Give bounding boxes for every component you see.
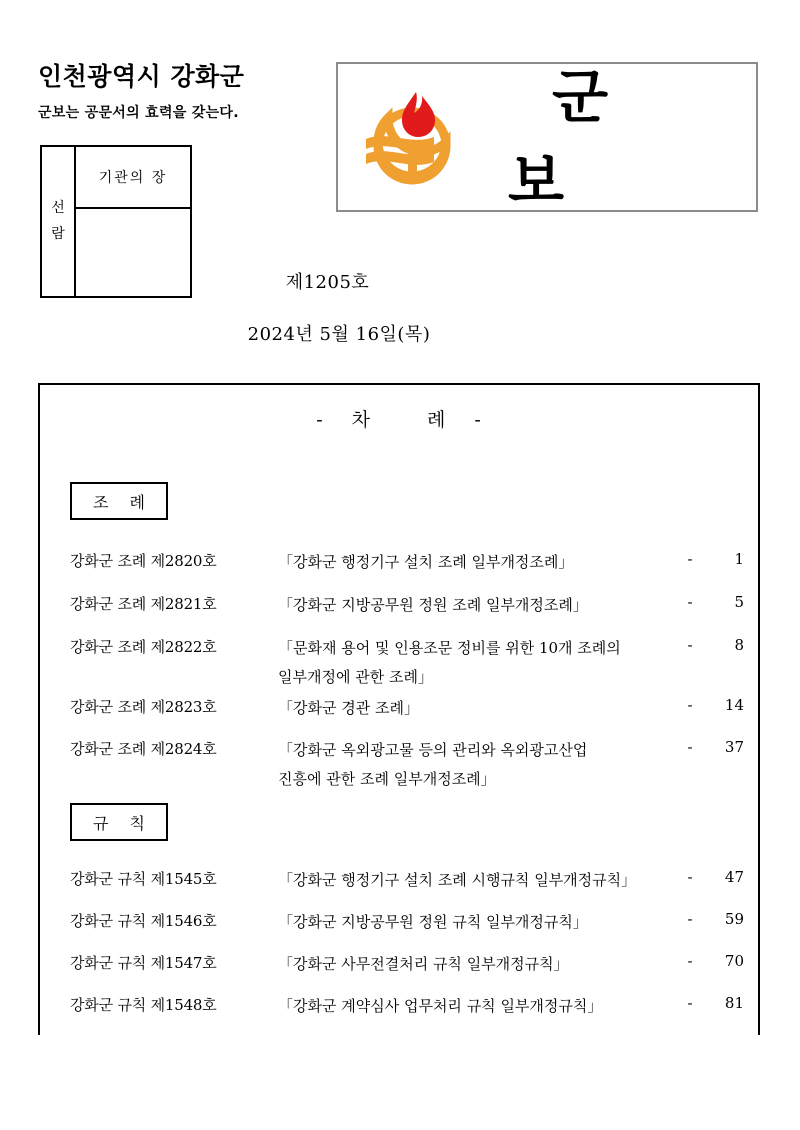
entry-number: 강화군 규칙 제1547호 [70,954,217,972]
entry-title [278,866,670,895]
gazette-banner [336,62,758,215]
entry-number: 강화군 규칙 제1545호 [70,870,217,888]
toc-heading-dash-right: - [474,409,482,431]
entry-title [278,908,670,937]
toc-heading-char-1: 차 [351,409,371,431]
entry-number: 강화군 조례 제2821호 [70,595,217,613]
entry-dash: - [687,738,693,756]
approval-label-char-2: 람 [51,225,65,242]
entry-number: 강화군 조례 제2822호 [70,638,217,656]
entry-title-line1: 「강화군 계약심사 업무처리 규칙 일부개정규칙」 [278,997,603,1015]
entry-title-line1: 「강화군 사무전결처리 규칙 일부개정규칙」 [278,955,569,973]
entry-dash: - [687,696,693,714]
toc-entry-rule-2[interactable] [70,910,744,937]
entry-page-number: 81 [724,994,744,1012]
issue-number: 제1205호 [285,272,370,293]
entry-number: 강화군 규칙 제1546호 [70,912,217,930]
toc-entry-rule-4[interactable] [70,994,744,1021]
toc-entry-ordinance-1[interactable] [70,550,744,577]
entry-dash: - [687,593,693,611]
toc-entry-ordinance-5[interactable] [70,738,744,795]
entry-title [278,694,670,723]
toc-entry-ordinance-3[interactable] [70,636,744,693]
entry-title [278,736,670,795]
toc-entry-ordinance-4[interactable] [70,696,744,723]
entry-page-number: 59 [724,910,744,928]
toc-entry-rule-3[interactable] [70,952,744,979]
entry-dash: - [687,636,693,654]
entry-title [278,950,670,979]
entry-page-number: 8 [734,636,744,654]
entry-page-number: 1 [734,550,744,568]
entry-dash: - [687,868,693,886]
toc-entry-ordinance-2[interactable] [70,593,744,620]
approval-label-char-1: 선 [51,199,65,216]
entry-dash: - [687,550,693,568]
toc-heading-char-2: 례 [427,409,447,431]
masthead-subtitle: 군보는 공문서의 효력을 갖는다. [38,105,239,121]
entry-title-line1: 「강화군 지방공무원 정원 규칙 일부개정규칙」 [278,913,588,931]
entry-title [278,591,670,620]
entry-title-line1: 「문화재 용어 및 인용조문 정비를 위한 10개 조례의 [278,639,621,657]
entry-title-line1: 「강화군 지방공무원 정원 조례 일부개정조례」 [278,596,588,614]
toc-heading-dash-left: - [316,409,324,431]
entry-title [278,634,670,693]
approval-head-label: 기관의 장 [76,147,190,209]
entry-title-line1: 「강화군 행정기구 설치 조례 시행규칙 일부개정규칙」 [278,871,637,889]
entry-number: 강화군 조례 제2824호 [70,740,217,758]
entry-dash: - [687,994,693,1012]
issue-date: 2024년 5월 16일(목) [247,324,431,345]
toc-heading [40,405,758,432]
entry-title-line1: 「강화군 행정기구 설치 조례 일부개정조례」 [278,553,574,571]
entry-title [278,992,670,1021]
entry-title-line1: 「강화군 옥외광고물 등의 관리와 옥외광고산업 [278,741,588,759]
ganghwa-gun-emblem-icon [358,84,466,192]
banner-title: 군보 [508,63,653,215]
entry-title-line1: 「강화군 경관 조례」 [278,699,419,717]
toc-entry-rule-1[interactable] [70,868,744,895]
entry-title [278,548,670,577]
entry-page-number: 37 [724,738,744,756]
entry-dash: - [687,952,693,970]
entry-page-number: 14 [724,696,744,714]
entry-page-number: 47 [724,868,744,886]
section-label-rule: 규 칙 [70,803,168,841]
entry-number: 강화군 조례 제2820호 [70,552,217,570]
entry-number: 강화군 조례 제2823호 [70,698,217,716]
entry-page-number: 5 [734,593,744,611]
entry-title-line2: 진흥에 관한 조례 일부개정조례」 [278,770,496,789]
entry-dash: - [687,910,693,928]
entry-title-line2: 일부개정에 관한 조례」 [278,668,433,687]
entry-number: 강화군 규칙 제1548호 [70,996,217,1014]
entry-page-number: 70 [724,952,744,970]
section-label-ordinance: 조 례 [70,482,168,520]
table-of-contents [38,383,760,1035]
page-title: 인천광역시 강화군 [38,62,245,91]
